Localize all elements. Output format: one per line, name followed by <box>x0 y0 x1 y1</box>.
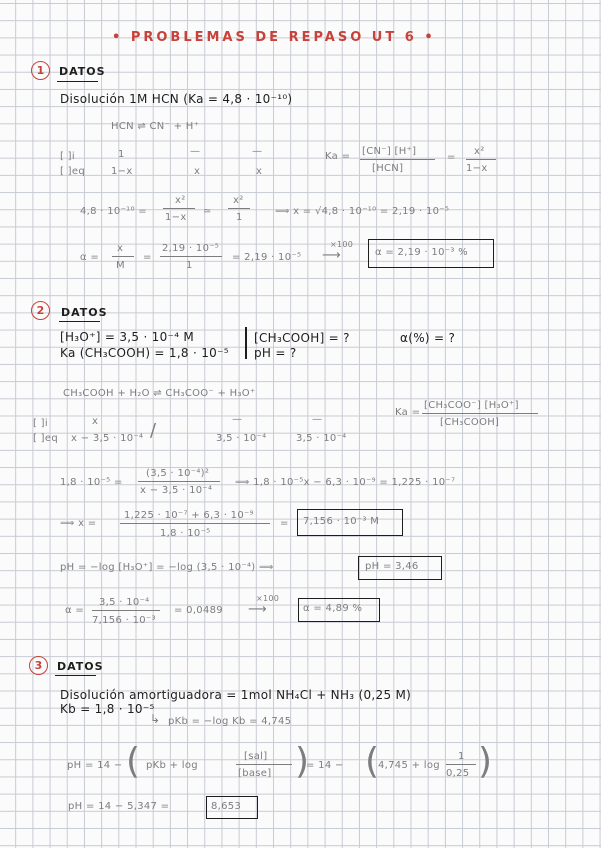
p1-arrow-label: ×100 <box>330 240 354 249</box>
p1-line2-frac1-num: x <box>117 243 124 254</box>
p1-initial-h: — <box>252 146 263 157</box>
close-paren: ) <box>295 741 310 782</box>
p2-line1-lhs: 1,8 · 10⁻⁵ = <box>60 477 123 488</box>
section-heading-3: DATOS <box>57 660 104 673</box>
p1-line1-lhs: 4,8 · 10⁻¹⁰ = <box>80 206 147 217</box>
fraction-bar <box>120 523 270 524</box>
p1-line2-frac2-den: 1 <box>186 260 193 271</box>
data-divider <box>245 327 247 359</box>
fraction-bar <box>163 208 195 209</box>
p3-line1-lhs: pH = 14 − <box>67 760 123 771</box>
arrow-curve-icon: ↳ <box>150 712 161 726</box>
p1-line2-eq: = <box>143 252 152 263</box>
p2-line1-rhs: ⟹ 1,8 · 10⁻⁵x − 6,3 · 10⁻⁹ = 1,225 · 10⁻⁷ <box>235 477 456 488</box>
p2-line2-num: 1,225 · 10⁻⁷ + 6,3 · 10⁻⁹ <box>124 510 254 521</box>
p1-line1-rhs: ⟹ x = √4,8 · 10⁻¹⁰ = 2,19 · 10⁻⁵ <box>275 206 450 217</box>
p2-eq-h3o: 3,5 · 10⁻⁴ <box>296 433 347 444</box>
p1-line1-frac1-num: x² <box>175 195 186 206</box>
fraction-bar <box>160 256 222 257</box>
p3-pkb: pKb = −log Kb = 4,745 <box>168 716 292 727</box>
p1-line1-frac2-den: 1 <box>236 212 243 223</box>
p1-line1-frac2-num: x² <box>233 195 244 206</box>
p2-data-ka: Ka (CH₃COOH) = 1,8 · 10⁻⁵ <box>60 346 229 360</box>
p1-eq-h: x <box>256 166 263 177</box>
p1-statement: Disolución 1M HCN (Ka = 4,8 · 10⁻¹⁰) <box>60 92 293 106</box>
p2-initial-acid: x <box>92 416 99 427</box>
p3-line1-eq: = 14 − <box>306 760 344 771</box>
heading-underline <box>55 675 96 676</box>
p3-line1-frac2-num: 1 <box>458 751 465 762</box>
p2-data-h3o: [H₃O⁺] = 3,5 · 10⁻⁴ M <box>60 330 195 344</box>
p3-kb: Kb = 1,8 · 10⁻⁵ <box>60 702 155 716</box>
p2-line1-den: x − 3,5 · 10⁻⁴ <box>140 485 213 496</box>
p1-eq-hcn: 1−x <box>111 166 133 177</box>
fraction-bar <box>138 481 220 482</box>
p2-arrow-label: ×100 <box>256 594 280 603</box>
p3-statement: Disolución amortiguadora = 1mol NH₄Cl + NH₃ (0,25 M) <box>60 688 412 702</box>
section-heading-2: DATOS <box>61 306 108 319</box>
arrow-right-icon: ⟶ <box>322 248 341 263</box>
p1-line1-frac1-den: 1−x <box>165 212 187 223</box>
heading-underline <box>59 321 100 322</box>
page-title: • PROBLEMAS DE REPASO UT 6 • <box>112 30 436 45</box>
p3-line1-pkb: pKb + log <box>146 760 198 771</box>
p1-ka-numerator: [CN⁻] [H⁺] <box>362 146 417 157</box>
p1-ka-numerator-2: x² <box>474 146 485 157</box>
p2-line4-den: 7,156 · 10⁻³ <box>92 615 156 626</box>
p1-line2-frac2-num: 2,19 · 10⁻⁵ <box>162 243 220 254</box>
open-paren: ( <box>126 741 141 782</box>
p2-eq-acetate: 3,5 · 10⁻⁴ <box>216 433 267 444</box>
p3-line1-den: [base] <box>238 768 272 779</box>
p1-ka-lhs: Ka = <box>325 151 351 162</box>
p2-line3-result: pH = 3,46 <box>365 561 419 572</box>
p2-ka-numerator: [CH₃COO⁻] [H₃O⁺] <box>424 400 519 411</box>
p2-ka-lhs: Ka = <box>395 407 421 418</box>
p2-line2-result: 7,156 · 10⁻³ M <box>303 516 380 527</box>
p2-line2-den: 1,8 · 10⁻⁵ <box>160 528 211 539</box>
p1-initial-cn: — <box>190 146 201 157</box>
p2-ka-denominator: [CH₃COOH] <box>440 417 500 428</box>
p2-reaction: CH₃COOH + H₂O ⇌ CH₃COO⁻ + H₃O⁺ <box>63 388 256 399</box>
p1-initial-label: [ ]i <box>60 151 75 162</box>
p2-initial-label: [ ]i <box>33 418 48 429</box>
p2-data-alpha: α(%) = ? <box>400 331 456 345</box>
p2-line4-result: α = 4,89 % <box>303 603 363 614</box>
p2-eq-label: [ ]eq <box>33 433 58 444</box>
arrow-right-icon: ⟶ <box>248 602 267 617</box>
p2-initial-h3o: — <box>312 414 323 425</box>
p1-line2-lhs: α = <box>80 252 100 263</box>
p3-line2-result: 8,653 <box>211 801 242 812</box>
fraction-bar <box>446 764 476 765</box>
p2-data-ph: pH = ? <box>254 346 297 360</box>
close-paren: ) <box>478 741 493 782</box>
fraction-bar <box>360 159 435 160</box>
p3-line1-val: 4,745 + log <box>378 760 440 771</box>
p2-eq-acid: x − 3,5 · 10⁻⁴ <box>71 433 144 444</box>
problem-number-3: 3 <box>29 656 48 675</box>
p1-reaction: HCN ⇌ CN⁻ + H⁺ <box>111 121 200 132</box>
p2-line4-mid: = 0,0489 <box>174 605 223 616</box>
p2-line1-num: (3,5 · 10⁻⁴)² <box>146 468 210 479</box>
p2-line3-expr: pH = −log [H₃O⁺] = −log (3,5 · 10⁻⁴) ⟹ <box>60 562 274 573</box>
p1-ka-equals: = <box>447 152 456 163</box>
problem-number-2: 2 <box>31 301 50 320</box>
p1-eq-cn: x <box>194 166 201 177</box>
problem-number-1: 1 <box>31 61 50 80</box>
p2-line2-eq: = <box>280 518 289 529</box>
p2-data-acid: [CH₃COOH] = ? <box>254 331 350 345</box>
p2-line2-lhs: ⟹ x = <box>60 518 97 529</box>
p1-initial-hcn: 1 <box>118 149 125 160</box>
p3-line1-frac2-den: 0,25 <box>446 768 470 779</box>
fraction-bar <box>466 159 496 160</box>
p3-line1-num: [sal] <box>244 751 268 762</box>
p1-ka-denominator: [HCN] <box>372 163 404 174</box>
p2-line4-num: 3,5 · 10⁻⁴ <box>99 597 150 608</box>
p1-line2-frac1-den: M <box>116 260 125 271</box>
fraction-bar <box>228 208 250 209</box>
p2-initial-water: / <box>150 420 157 441</box>
p1-ka-denominator-2: 1−x <box>466 163 488 174</box>
open-paren: ( <box>365 741 380 782</box>
p1-line2-mid: = 2,19 · 10⁻⁵ <box>232 252 302 263</box>
heading-underline <box>57 81 98 82</box>
section-heading-1: DATOS <box>59 65 106 78</box>
p2-initial-acetate: — <box>232 414 243 425</box>
p1-result: α = 2,19 · 10⁻³ % <box>375 247 468 258</box>
fraction-bar <box>112 256 134 257</box>
fraction-bar <box>92 610 160 611</box>
fraction-bar <box>236 764 292 765</box>
p1-line1-approx: ≃ <box>203 206 212 217</box>
p2-line4-lhs: α = <box>65 605 85 616</box>
p1-eq-label: [ ]eq <box>60 166 85 177</box>
p3-line2-expr: pH = 14 − 5,347 = <box>68 801 170 812</box>
fraction-bar <box>422 413 538 414</box>
